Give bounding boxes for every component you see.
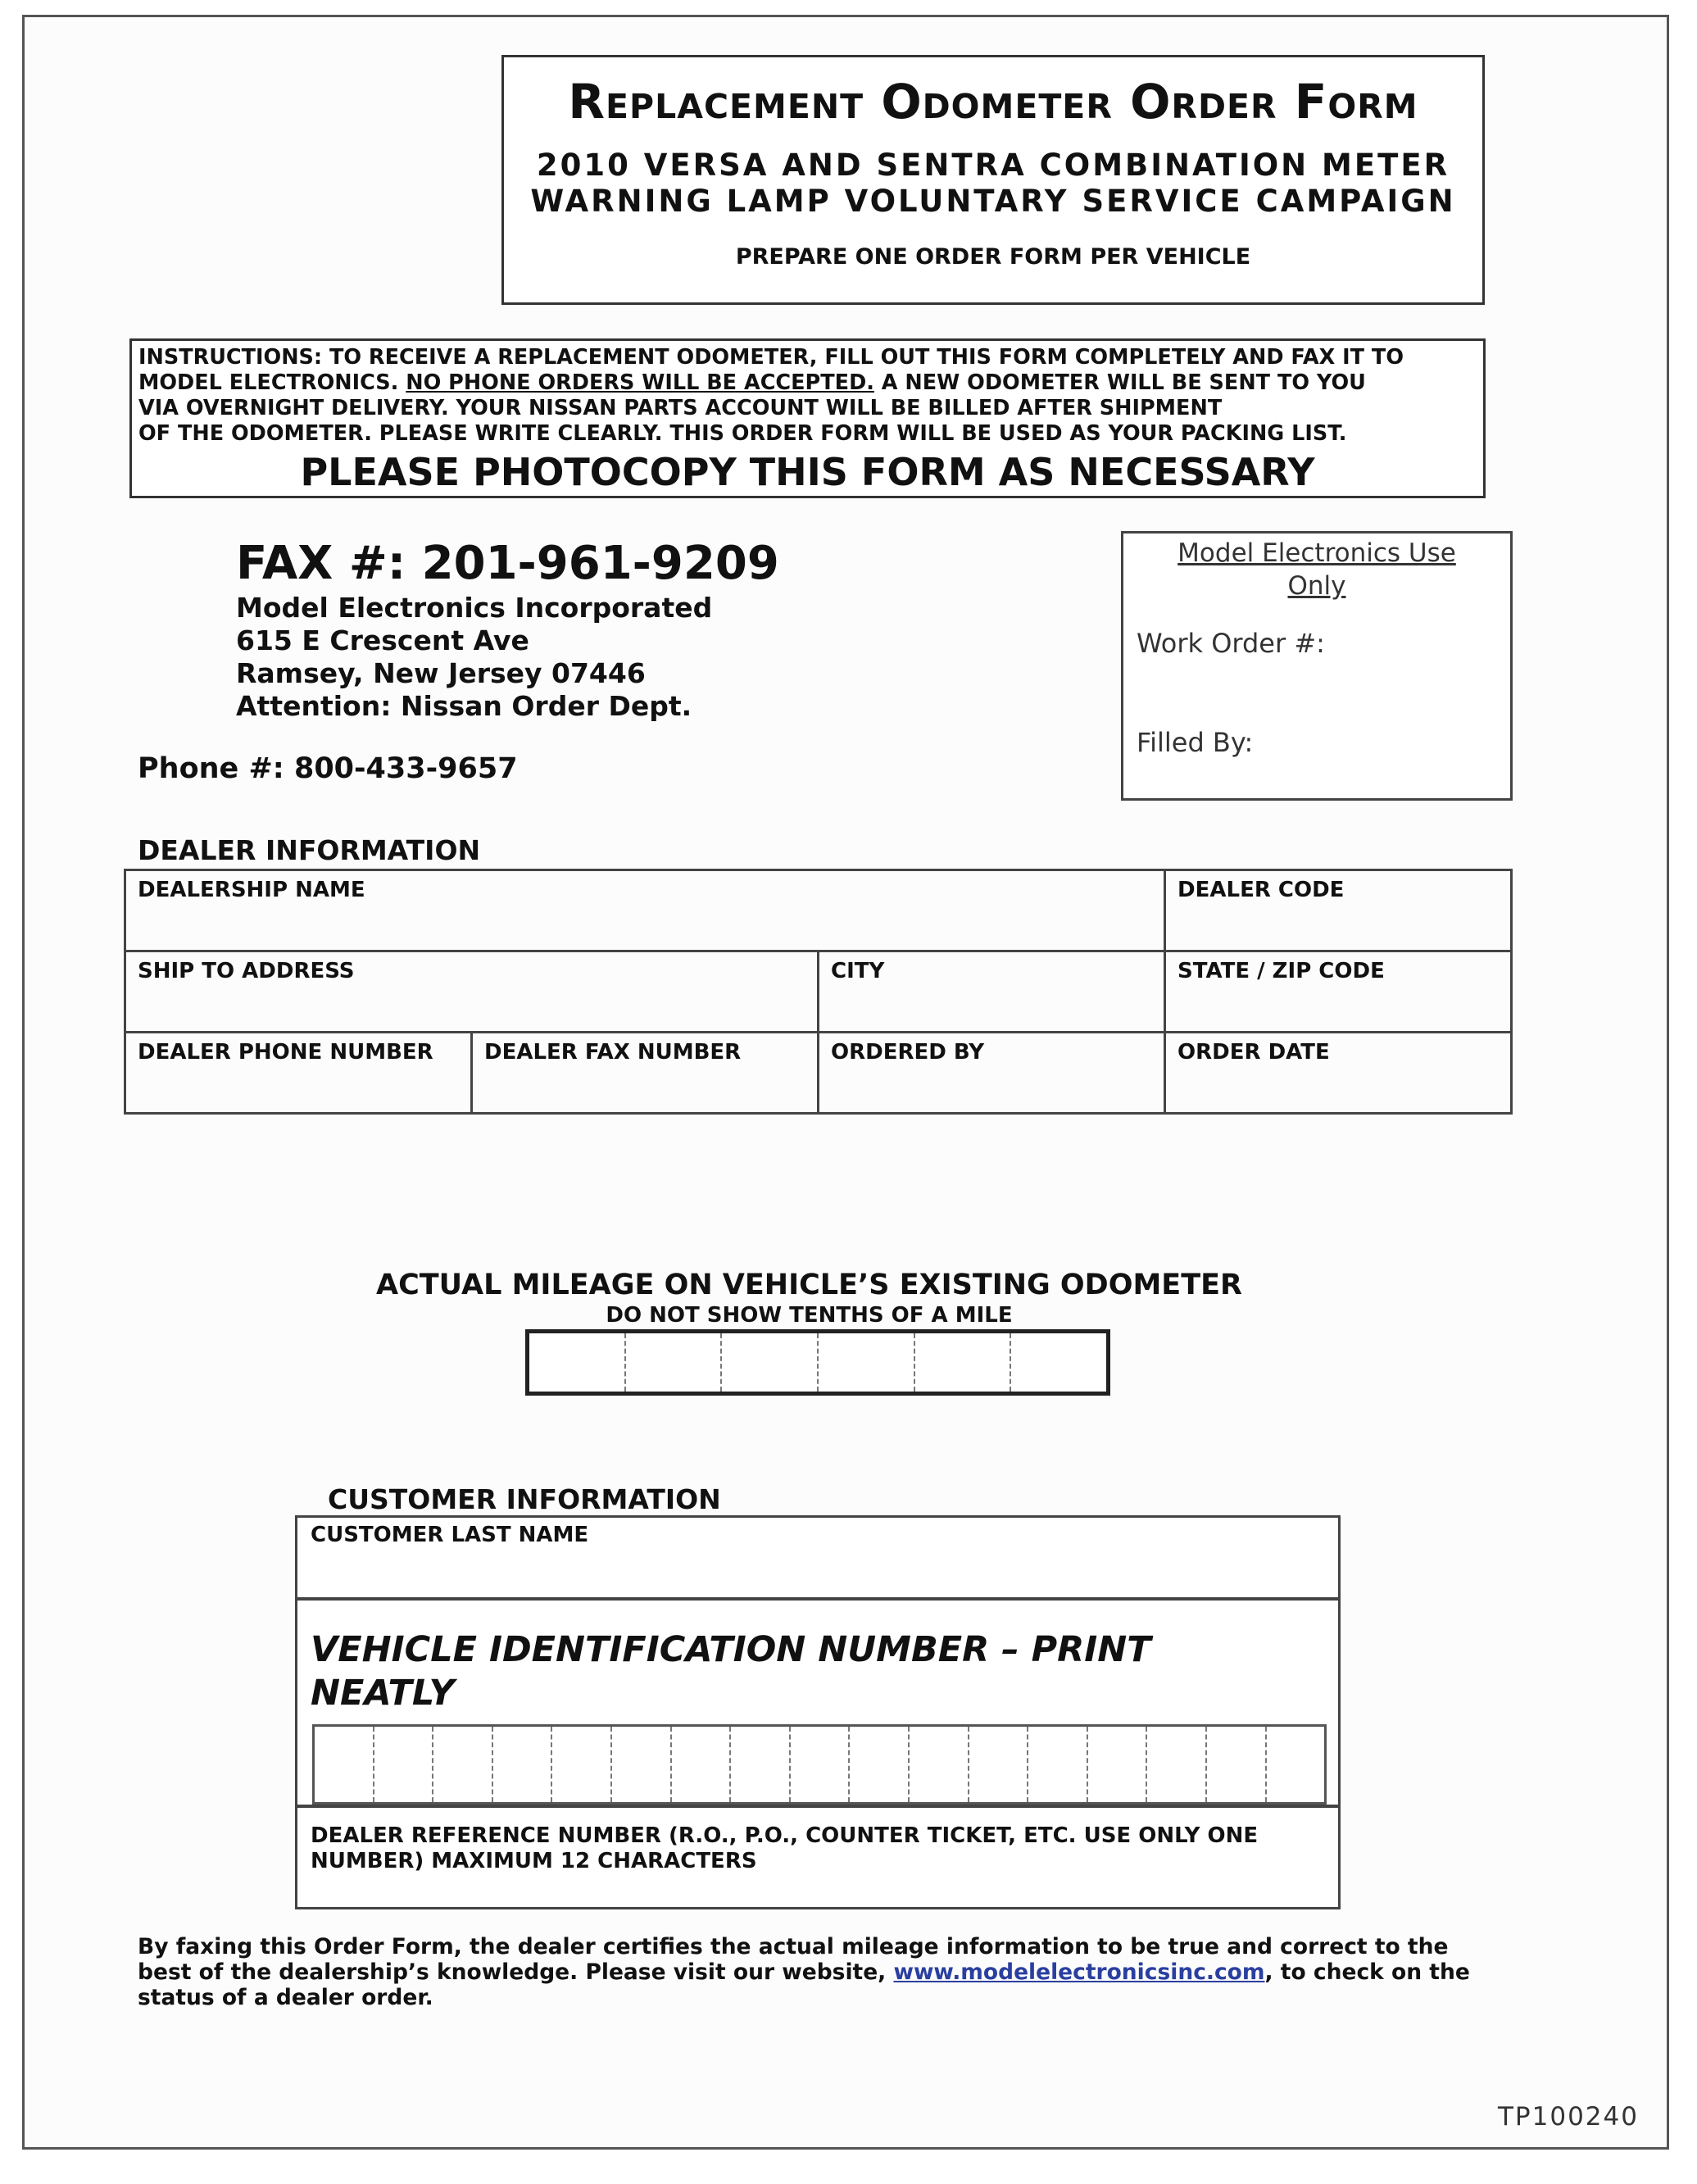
filled-by-label: Filled By: <box>1137 727 1254 758</box>
mileage-input-boxes <box>525 1329 1110 1396</box>
mileage-digit-box[interactable] <box>722 1333 819 1392</box>
vin-char-box[interactable] <box>1147 1727 1207 1802</box>
dealer-info-heading: DEALER INFORMATION <box>138 834 481 866</box>
vin-title-line1: VEHICLE IDENTIFICATION NUMBER – PRINT <box>311 1629 1151 1670</box>
customer-info-heading: CUSTOMER INFORMATION <box>328 1483 721 1515</box>
vin-char-box[interactable] <box>731 1727 791 1802</box>
city-state-zip: Ramsey, New Jersey 07446 <box>236 657 646 689</box>
customer-last-name-field[interactable] <box>297 1518 1338 1601</box>
prepare-note: PREPARE ONE ORDER FORM PER VEHICLE <box>735 244 1251 270</box>
office-use-box <box>1121 531 1513 801</box>
instructions-line1: INSTRUCTIONS: TO RECEIVE A REPLACEMENT ODOMETER, FILL OUT THIS FORM COMPLETELY AND FAX IT TO <box>138 345 1404 370</box>
customer-divider <box>297 1805 1338 1808</box>
street-address: 615 E Crescent Ave <box>236 624 529 656</box>
title-box <box>501 55 1485 305</box>
dealer-fax-field[interactable] <box>472 1033 819 1114</box>
work-order-label: Work Order #: <box>1137 628 1325 659</box>
dealer-fax-label: DEALER FAX NUMBER <box>484 1040 742 1065</box>
office-use-title-line2: Only <box>1287 571 1346 601</box>
mileage-digit-box[interactable] <box>529 1333 626 1392</box>
state-zip-field[interactable] <box>1165 951 1512 1033</box>
mileage-digit-box[interactable] <box>819 1333 915 1392</box>
phone-number: Phone #: 800-433-9657 <box>138 752 518 785</box>
certification-note <box>138 1934 1481 2010</box>
dealer-reference-label-line2: NUMBER) MAXIMUM 12 CHARACTERS <box>311 1849 757 1873</box>
instructions-line2-a: MODEL ELECTRONICS. <box>138 370 406 395</box>
mileage-digit-box[interactable] <box>626 1333 723 1392</box>
mileage-digit-box[interactable] <box>915 1333 1012 1392</box>
certification-line2-a: best of the dealership’s knowledge. Please visit our website, <box>138 1959 894 1985</box>
fax-number: FAX #: 201-961-9209 <box>236 537 779 590</box>
dealership-name-field[interactable] <box>125 870 1165 951</box>
mileage-heading: ACTUAL MILEAGE ON VEHICLE’S EXISTING ODOMETER <box>376 1269 1242 1301</box>
attention-line: Attention: Nissan Order Dept. <box>236 690 692 722</box>
instructions-line4: OF THE ODOMETER. PLEASE WRITE CLEARLY. THIS ORDER FORM WILL BE USED AS YOUR PACKING LIST. <box>138 421 1347 446</box>
dealer-code-field[interactable] <box>1165 870 1512 951</box>
vin-char-box[interactable] <box>315 1727 374 1802</box>
vin-char-box[interactable] <box>1028 1727 1088 1802</box>
instructions-box <box>129 338 1486 498</box>
vin-char-box[interactable] <box>1207 1727 1267 1802</box>
campaign-subtitle-line1: 2010 VERSA AND SENTRA COMBINATION METER <box>536 148 1450 183</box>
city-label: CITY <box>831 959 885 983</box>
vin-char-box[interactable] <box>433 1727 493 1802</box>
vin-char-box[interactable] <box>374 1727 434 1802</box>
vin-title <box>311 1628 1151 1715</box>
certification-line2-b: , to check on the <box>1264 1959 1470 1985</box>
form-title: Replacement Odometer Order Form <box>568 74 1418 129</box>
vin-char-box[interactable] <box>910 1727 969 1802</box>
company-name: Model Electronics Incorporated <box>236 592 713 624</box>
website-link[interactable]: www.modelelectronicsinc.com <box>893 1959 1265 1985</box>
ship-to-address-field[interactable] <box>125 951 819 1033</box>
vin-char-box[interactable] <box>552 1727 612 1802</box>
city-field[interactable] <box>819 951 1165 1033</box>
vin-title-line2: NEATLY <box>311 1673 455 1714</box>
state-zip-label: STATE / ZIP CODE <box>1177 959 1385 983</box>
document-code: TP100240 <box>1498 2102 1639 2132</box>
ship-to-address-label: SHIP TO ADDRESS <box>138 959 355 983</box>
no-phone-orders-note: NO PHONE ORDERS WILL BE ACCEPTED. <box>406 370 874 395</box>
campaign-subtitle <box>504 148 1482 220</box>
mileage-subheading: DO NOT SHOW TENTHS OF A MILE <box>606 1303 1013 1328</box>
instructions-line2 <box>138 370 1477 396</box>
customer-info-box <box>295 1515 1341 1909</box>
dealer-reference-label-line1: DEALER REFERENCE NUMBER (R.O., P.O., COUNTER TICKET, ETC. USE ONLY ONE <box>311 1823 1259 1848</box>
vin-input-boxes <box>312 1724 1327 1805</box>
campaign-subtitle-line2: WARNING LAMP VOLUNTARY SERVICE CAMPAIGN <box>530 184 1456 219</box>
ordered-by-label: ORDERED BY <box>831 1040 985 1065</box>
dealer-reference-field[interactable] <box>311 1823 1258 1874</box>
dealer-info-table <box>124 869 1513 1115</box>
dealer-code-label: DEALER CODE <box>1177 878 1345 902</box>
dealer-phone-label: DEALER PHONE NUMBER <box>138 1040 433 1065</box>
ordered-by-field[interactable] <box>819 1033 1165 1114</box>
vin-char-box[interactable] <box>850 1727 910 1802</box>
vin-char-box[interactable] <box>791 1727 851 1802</box>
mileage-digit-box[interactable] <box>1011 1333 1106 1392</box>
dealer-phone-field[interactable] <box>125 1033 472 1114</box>
certification-line1: By faxing this Order Form, the dealer certifies the actual mileage information to be true and correct to the <box>138 1934 1449 1959</box>
order-date-field[interactable] <box>1165 1033 1512 1114</box>
vin-char-box[interactable] <box>493 1727 553 1802</box>
order-date-label: ORDER DATE <box>1177 1040 1330 1065</box>
vin-char-box[interactable] <box>969 1727 1029 1802</box>
office-use-title <box>1123 537 1510 602</box>
dealership-name-label: DEALERSHIP NAME <box>138 878 365 902</box>
customer-last-name-label: CUSTOMER LAST NAME <box>311 1523 589 1547</box>
mailing-address <box>236 592 712 723</box>
vin-char-box[interactable] <box>1267 1727 1325 1802</box>
photocopy-note: PLEASE PHOTOCOPY THIS FORM AS NECESSARY <box>300 450 1315 494</box>
vin-char-box[interactable] <box>612 1727 672 1802</box>
instructions-line2-b: A NEW ODOMETER WILL BE SENT TO YOU <box>873 370 1366 395</box>
office-use-title-line1: Model Electronics Use <box>1177 538 1456 568</box>
vin-char-box[interactable] <box>1088 1727 1148 1802</box>
certification-line3: status of a dealer order. <box>138 1985 433 2010</box>
certification-line2 <box>138 1959 1481 1985</box>
vin-char-box[interactable] <box>672 1727 732 1802</box>
instructions-line3: VIA OVERNIGHT DELIVERY. YOUR NISSAN PARTS ACCOUNT WILL BE BILLED AFTER SHIPMENT <box>138 396 1223 420</box>
